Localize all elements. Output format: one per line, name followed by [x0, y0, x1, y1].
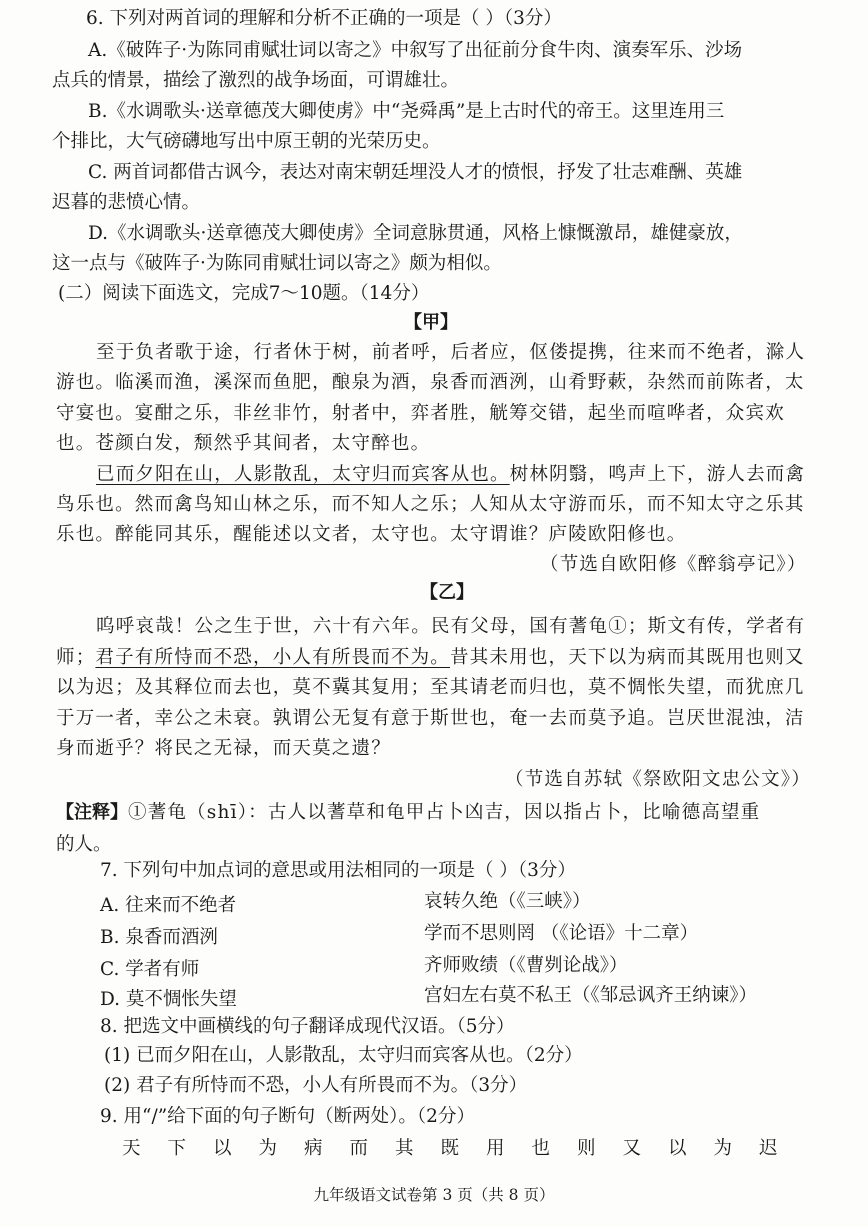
q8-stem: 8. 把选文中画横线的句子翻译成现代汉语。（5分）	[100, 1016, 515, 1037]
passage-yi-source: （节选自苏轼《祭欧阳文忠公文》）	[505, 769, 811, 790]
q7-option-a-left: A. 往来而不绝者	[100, 895, 237, 916]
passage-jia-line: 至于负者歌于途，行者休于树，前者呼，后者应，伛偻提携，往来而不绝者，滁人	[96, 342, 806, 363]
note-text: ①蓍龟（shī）：古人以蓍草和龟甲占卜凶吉，因以指占卜，比喻德高望重	[128, 802, 761, 823]
passage-yi-text: 昔其未用也，天下以为病而其既用也则又	[450, 647, 805, 668]
q6-option-b-line2: 个排比，大气磅礴地写出中原王朝的光荣历史。	[52, 131, 441, 152]
note-line-2: 的人。	[56, 834, 112, 855]
passage-jia-line: 守宴也。宴酣之乐，非丝非竹，射者中，弈者胜，觥筹交错，起坐而喧哗者，众宾欢	[56, 403, 785, 424]
passage-jia-title: 【甲】	[404, 312, 458, 333]
q8-sub2: (2) 君子有所恃而不恐，小人有所畏而不为。（3分）	[104, 1075, 528, 1096]
q9-stem: 9. 用“/”给下面的句子断句（断两处）。（2分）	[100, 1106, 475, 1127]
passage-jia-text: 树林阴翳，鸣声上下，游人去而禽	[509, 464, 806, 485]
q7-option-d-left: D. 莫不惆怅失望	[100, 989, 237, 1010]
passage-yi-text: 师；	[56, 647, 96, 668]
q6-option-c-line1: C. 两首词都借古讽今，表达对南宋朝廷埋没人才的愤恨，抒发了壮志难酬、英雄	[88, 162, 743, 183]
passage-yi-line	[56, 645, 805, 671]
page-footer: 九年级语文试卷第 3 页（共 8 页）	[313, 1186, 555, 1204]
q7-option-b-left: B. 泉香而酒洌	[100, 927, 218, 948]
passage-jia-line: 也。苍颜白发，颓然乎其间者，太守醉也。	[56, 433, 431, 454]
passage-jia-line: 游也。临溪而渔，溪深而鱼肥，酿泉为酒，泉香而酒洌，山肴野蔌，杂然而前陈者，太	[56, 372, 805, 393]
underlined-sentence-2: 君子有所恃而不恐，小人有所畏而不为。	[95, 647, 451, 668]
q7-stem: 7. 下列句中加点词的意思或用法相同的一项是（ ）（3分）	[100, 860, 576, 881]
q6-option-a-line2: 点兵的情景，描绘了激烈的战争场面，可谓雄壮。	[52, 70, 460, 91]
q6-option-a-line1: A.《破阵子·为陈同甫赋壮词以寄之》中叙写了出征前分食牛肉、演奏军乐、沙场	[88, 40, 743, 61]
q6-option-d-line1: D.《水调歌头·送章德茂大卿使虏》全词意脉贯通，风格上慷慨激昂，雄健豪放，	[88, 223, 743, 244]
q6-option-d-line2: 这一点与《破阵子·为陈同甫赋壮词以寄之》颇为相似。	[52, 253, 502, 274]
q6-option-b-line1: B.《水调歌头·送章德茂大卿使虏》中“尧舜禹”是上古时代的帝王。这里连用三	[88, 101, 725, 122]
q7-option-a-right: 哀转久绝（《三峡》）	[424, 891, 591, 912]
underlined-sentence-1: 已而夕阳在山，人影散乱，太守归而宾客从也。	[96, 464, 510, 485]
note-label: 【注释】	[56, 802, 128, 823]
q7-option-b-right: 学而不思则罔 （《论语》十二章）	[424, 923, 699, 944]
note-line	[56, 800, 760, 826]
q7-option-d-right: 宫妇左右莫不私王（《邹忌讽齐王纳谏》）	[424, 985, 758, 1006]
q7-option-c-left: C. 学者有师	[100, 959, 200, 980]
q7-option-c-right: 齐师败绩（《曹刿论战》）	[424, 955, 628, 976]
passage-jia-line	[96, 462, 805, 488]
passage-yi-line: 于万一者，幸公之未衰。孰谓公无复有意于斯世也，奄一去而莫予追。岂厌世混浊，洁	[56, 708, 805, 729]
passage-jia-line: 鸟乐也。然而禽鸟知山林之乐，而不知人之乐；人知从太守游而乐，而不知太守之乐其	[56, 494, 805, 515]
q6-option-c-line2: 迟暮的悲愤心情。	[52, 192, 201, 213]
q9-sentence: 天下以为病而其既用也则又以为迟	[122, 1138, 805, 1159]
passage-jia-source: （节选自欧阳修《醉翁亭记》）	[540, 554, 807, 575]
passage-yi-line: 身而逝乎？将民之无禄，而天莫之遗？	[56, 738, 391, 759]
passage-yi-line: 以为迟；及其释位而去也，莫不冀其复用；至其请老而归也，莫不惆怅失望，而犹庶几	[56, 677, 805, 698]
passage-yi-title: 【乙】	[420, 582, 474, 603]
q8-sub1: (1) 已而夕阳在山，人影散乱，太守归而宾客从也。（2分）	[104, 1045, 583, 1066]
passage-yi-line: 呜呼哀哉！公之生于世，六十有六年。民有父母，国有蓍龟①；斯文有传，学者有	[96, 616, 806, 637]
q6-stem: 6. 下列对两首词的理解和分析不正确的一项是（ ）（3分）	[86, 8, 562, 29]
passage-jia-line: 乐也。醉能同其乐，醒能述以文者，太守也。太守谓谁？庐陵欧阳修也。	[56, 524, 687, 545]
section-2-heading: (二）阅读下面选文，完成7～10题。（14分）	[58, 283, 430, 304]
